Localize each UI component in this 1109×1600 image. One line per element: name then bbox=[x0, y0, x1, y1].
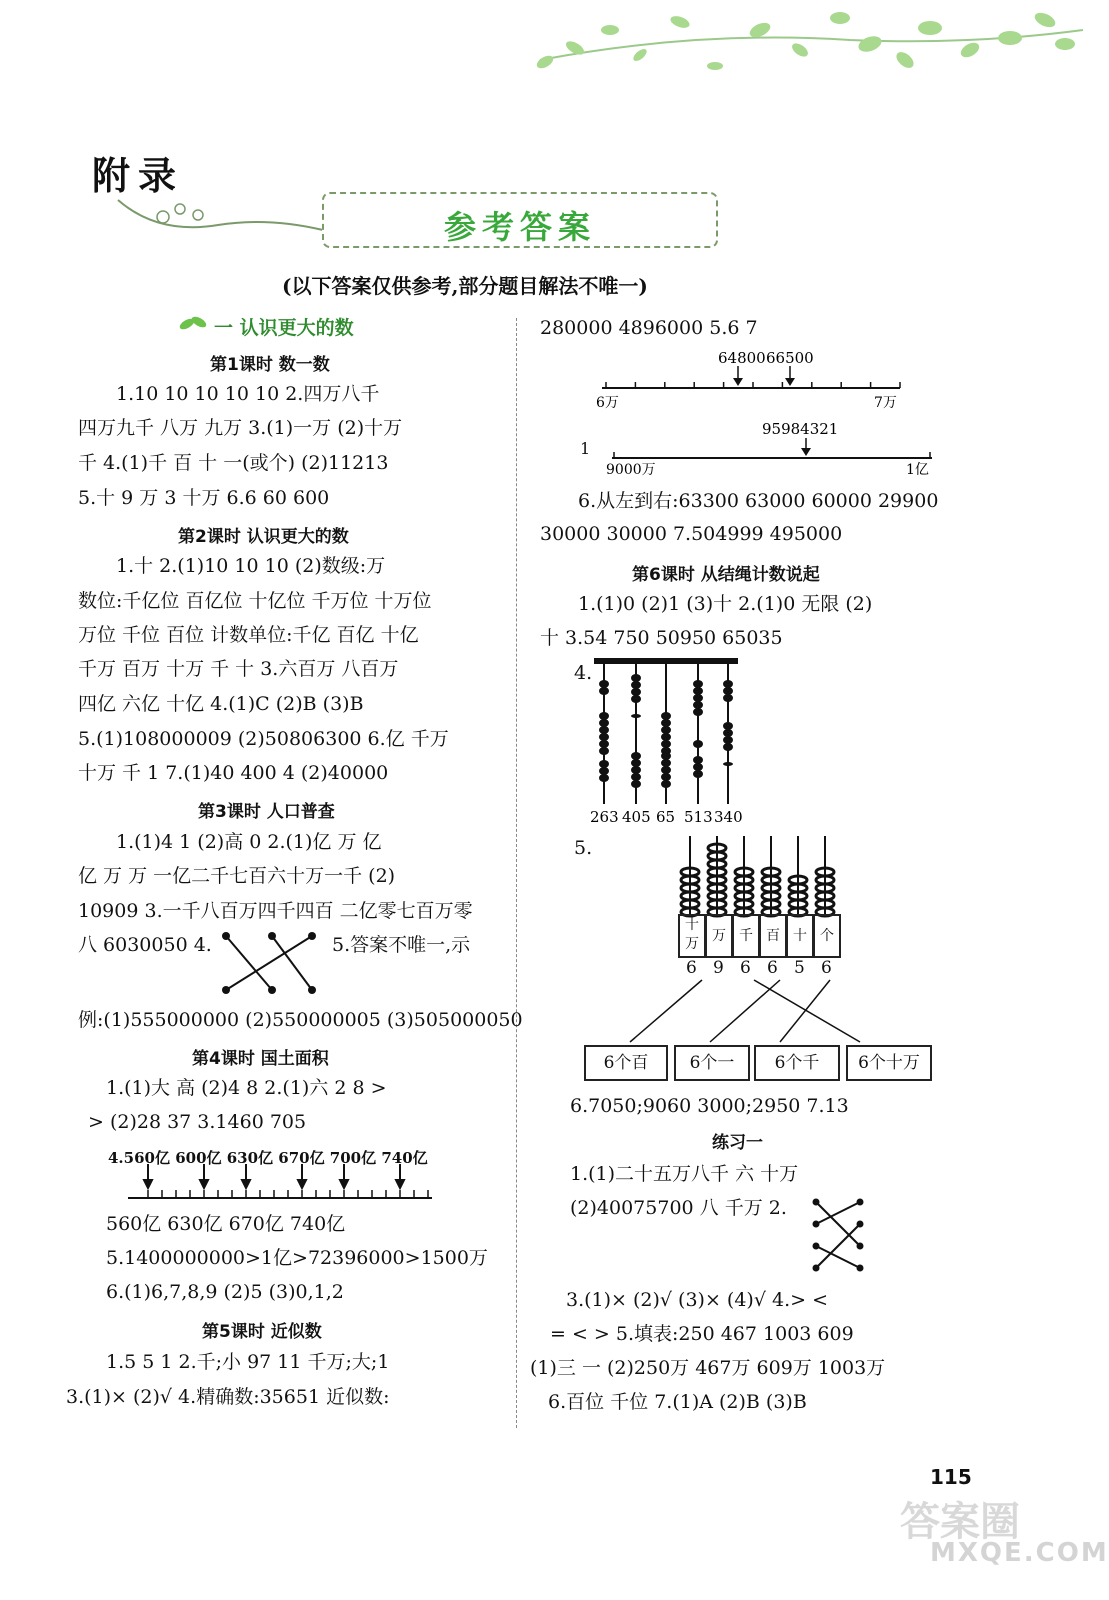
answer-note: (以下答案仅供参考,部分题目解法不唯一) bbox=[282, 274, 648, 298]
answer-line: 十 3.54 750 50950 65035 bbox=[540, 627, 783, 649]
number-line-area bbox=[120, 1164, 440, 1204]
unit-title: 一 认识更大的数 bbox=[214, 317, 354, 339]
page-number: 115 bbox=[930, 1465, 972, 1489]
cord-value: 263 bbox=[590, 808, 619, 826]
knot bbox=[661, 752, 671, 760]
answer-line: 1.十 2.(1)10 10 10 (2)数级:万 bbox=[116, 555, 386, 577]
knot bbox=[661, 726, 671, 734]
answer-line: 560亿 630亿 670亿 740亿 bbox=[106, 1213, 346, 1235]
knot bbox=[631, 695, 641, 703]
answer-line: 万位 千位 百位 计数单位:千亿 百亿 十亿 bbox=[78, 624, 419, 646]
number-line-1 bbox=[590, 346, 920, 410]
knot bbox=[661, 712, 671, 720]
cord-value: 340 bbox=[714, 808, 743, 826]
answer-line: 3.(1)× (2)√ (3)× (4)√ 4.> < bbox=[566, 1289, 829, 1311]
answer-banner bbox=[322, 192, 718, 248]
answer-line: 亿 万 万 一亿二千七百六十万一千 (2) bbox=[78, 865, 396, 887]
answer-line: = < > 5.填表:250 467 1003 609 bbox=[550, 1323, 854, 1345]
lesson-3-title: 第3课时 人口普查 bbox=[198, 802, 335, 822]
answer-line: 1.10 10 10 10 10 2.四万八千 bbox=[116, 383, 380, 405]
arrowhead bbox=[242, 1180, 250, 1188]
lesson-1-title: 第1课时 数一数 bbox=[210, 355, 330, 375]
knot bbox=[599, 687, 609, 695]
knot bbox=[631, 674, 641, 682]
place-digit: 6 bbox=[686, 958, 697, 978]
knot bbox=[631, 780, 641, 788]
arrowhead bbox=[298, 1180, 306, 1188]
answer-line: 6.7050;9060 3000;2950 7.13 bbox=[570, 1095, 849, 1117]
knot bbox=[599, 740, 609, 748]
knot bbox=[693, 708, 703, 716]
knot bbox=[723, 722, 733, 730]
answer-line: 数位:千亿位 百亿位 十亿位 千万位 十万位 bbox=[78, 590, 432, 612]
answer-line: 5.(1)108000009 (2)50806300 6.亿 千万 bbox=[78, 728, 449, 750]
arrowhead bbox=[200, 1180, 208, 1188]
cord-value: 65 bbox=[656, 808, 676, 826]
knot bbox=[631, 681, 641, 689]
answer-line: 1.(1)二十五万八千 六 十万 bbox=[570, 1163, 799, 1185]
answer-line: 千万 百万 十万 千 十 3.六百万 八百万 bbox=[78, 658, 399, 680]
knot bbox=[723, 762, 733, 766]
lesson-6-title: 第6课时 从结绳计数说起 bbox=[632, 565, 820, 585]
answer-box: 6个百 bbox=[584, 1045, 668, 1081]
answer-line: 八 6030050 4. bbox=[78, 934, 212, 956]
answer-line: (2)40075700 八 千万 2. bbox=[570, 1197, 787, 1219]
knot bbox=[631, 714, 641, 718]
knot bbox=[661, 759, 671, 767]
matching-diagram bbox=[218, 930, 318, 996]
practice-title: 练习一 bbox=[712, 1133, 763, 1153]
svg-text:95984321: 95984321 bbox=[762, 420, 839, 438]
knot bbox=[631, 759, 641, 767]
place-box: 十万 bbox=[678, 914, 706, 958]
knot bbox=[631, 766, 641, 774]
knot bbox=[661, 766, 671, 774]
lesson-4-title: 第4课时 国土面积 bbox=[192, 1049, 329, 1069]
knot bbox=[631, 752, 641, 760]
knot bbox=[599, 733, 609, 741]
knot-counting-diagram bbox=[588, 656, 748, 828]
svg-text:7万: 7万 bbox=[874, 395, 897, 411]
place-box: 十 bbox=[786, 914, 814, 958]
answer-line: 5.答案不唯一,示 bbox=[332, 934, 471, 956]
place-digit: 6 bbox=[821, 958, 832, 978]
watermark-url: MXQE.COM bbox=[930, 1538, 1109, 1568]
answer-line: 1.(1)大 高 (2)4 8 2.(1)六 2 8 > bbox=[106, 1077, 387, 1099]
cord-value: 513 bbox=[684, 808, 713, 826]
answer-line: 6.百位 千位 7.(1)A (2)B (3)B bbox=[548, 1391, 807, 1413]
practice-matching-diagram bbox=[808, 1196, 868, 1276]
appendix-heading: 附录 bbox=[92, 154, 185, 198]
answer-line: 例:(1)555000000 (2)550000005 (3)505000050 bbox=[78, 1009, 523, 1031]
leaf-icon bbox=[178, 312, 208, 334]
answer-line: 1.(1)0 (2)1 (3)十 2.(1)0 无限 (2) bbox=[578, 593, 873, 615]
answer-line: 1.5 5 1 2.千;小 97 11 千万;大;1 bbox=[106, 1351, 390, 1373]
svg-text:66500: 66500 bbox=[766, 349, 814, 367]
knot bbox=[599, 767, 609, 775]
knot bbox=[693, 756, 703, 764]
knot bbox=[599, 760, 609, 768]
knot bbox=[693, 763, 703, 771]
place-digit: 9 bbox=[713, 958, 724, 978]
answer-line: 3.(1)× (2)√ 4.精确数:35651 近似数: bbox=[66, 1386, 390, 1408]
place-box: 万 bbox=[705, 914, 733, 958]
cord-value: 405 bbox=[622, 808, 651, 826]
answer-line: 4. bbox=[574, 662, 593, 684]
knot bbox=[599, 712, 609, 720]
knot bbox=[723, 694, 733, 702]
answer-line: > (2)28 37 3.1460 705 bbox=[88, 1111, 307, 1133]
knot bbox=[693, 740, 703, 748]
banner-title: 参考答案 bbox=[443, 208, 596, 246]
answer-line: 280000 4896000 5.6 7 bbox=[540, 317, 758, 339]
place-digit: 5 bbox=[794, 958, 805, 978]
answer-line: 10909 3.一千八百万四千四百 二亿零七百万零 bbox=[78, 900, 473, 922]
vine-decoration bbox=[118, 195, 328, 240]
place-digit: 6 bbox=[767, 958, 778, 978]
number-line-labels: 4.560亿 600亿 630亿 670亿 700亿 740亿 bbox=[108, 1149, 428, 1167]
arrowhead bbox=[396, 1180, 404, 1188]
answer-line: 30000 30000 7.504999 495000 bbox=[540, 523, 843, 545]
answer-line: 千 4.(1)千 百 十 一(或个) (2)11213 bbox=[78, 452, 389, 474]
arrowhead bbox=[340, 1180, 348, 1188]
knot bbox=[693, 694, 703, 702]
svg-text:9000万: 9000万 bbox=[606, 462, 656, 478]
lesson-2-title: 第2课时 认识更大的数 bbox=[178, 527, 349, 547]
answer-line: 5.十 9 万 3 十万 6.6 60 600 bbox=[78, 487, 330, 509]
answer-line: 5. bbox=[574, 837, 593, 859]
leaf-decoration bbox=[500, 0, 1083, 90]
lesson-5-title: 第5课时 近似数 bbox=[202, 1322, 322, 1342]
answer-line: 四万九千 八万 九万 3.(1)一万 (2)十万 bbox=[78, 417, 403, 439]
svg-text:6万: 6万 bbox=[596, 395, 619, 411]
answer-line: 6.(1)6,7,8,9 (2)5 (3)0,1,2 bbox=[106, 1281, 344, 1303]
watermark-logo: 答案圈 bbox=[900, 1499, 1020, 1545]
answer-line: 四亿 六亿 十亿 4.(1)C (2)B (3)B bbox=[78, 693, 364, 715]
knot bbox=[631, 688, 641, 696]
svg-text:1亿: 1亿 bbox=[906, 462, 929, 478]
answer-line: 1.(1)4 1 (2)高 0 2.(1)亿 万 亿 bbox=[116, 831, 382, 853]
knot bbox=[661, 780, 671, 788]
knot bbox=[599, 680, 609, 688]
number-line-2 bbox=[600, 418, 940, 478]
knot bbox=[599, 747, 609, 755]
answer-box: 6个千 bbox=[754, 1045, 840, 1081]
knot bbox=[723, 729, 733, 737]
knot bbox=[693, 680, 703, 688]
knot bbox=[723, 743, 733, 751]
knot bbox=[723, 687, 733, 695]
abacus-diagram bbox=[674, 836, 844, 916]
knot bbox=[661, 773, 671, 781]
knot bbox=[693, 770, 703, 778]
place-box: 千 bbox=[732, 914, 760, 958]
svg-text:64800: 64800 bbox=[718, 349, 766, 367]
knot bbox=[599, 719, 609, 727]
knot bbox=[599, 774, 609, 782]
answer-line: 5.1400000000>1亿>72396000>1500万 bbox=[106, 1247, 488, 1269]
answer-box: 6个一 bbox=[674, 1045, 750, 1081]
matching-lines bbox=[590, 976, 940, 1046]
knot bbox=[693, 701, 703, 709]
knot bbox=[599, 726, 609, 734]
arrowhead bbox=[144, 1180, 152, 1188]
answer-line: 十万 千 1 7.(1)40 400 4 (2)40000 bbox=[78, 762, 389, 784]
place-digit: 6 bbox=[740, 958, 751, 978]
answer-line: (1)三 一 (2)250万 467万 609万 1003万 bbox=[530, 1357, 886, 1379]
knot bbox=[693, 687, 703, 695]
answer-line: 1 bbox=[580, 439, 591, 458]
place-box: 个 bbox=[813, 914, 841, 958]
knot bbox=[661, 719, 671, 727]
knot bbox=[723, 680, 733, 688]
answer-box: 6个十万 bbox=[846, 1045, 932, 1081]
knot bbox=[631, 773, 641, 781]
column-divider bbox=[516, 318, 518, 1428]
knot bbox=[723, 736, 733, 744]
knot bbox=[661, 733, 671, 741]
knot bbox=[661, 740, 671, 748]
answer-line: 6.从左到右:63300 63000 60000 29900 bbox=[578, 490, 939, 512]
place-box: 百 bbox=[759, 914, 787, 958]
